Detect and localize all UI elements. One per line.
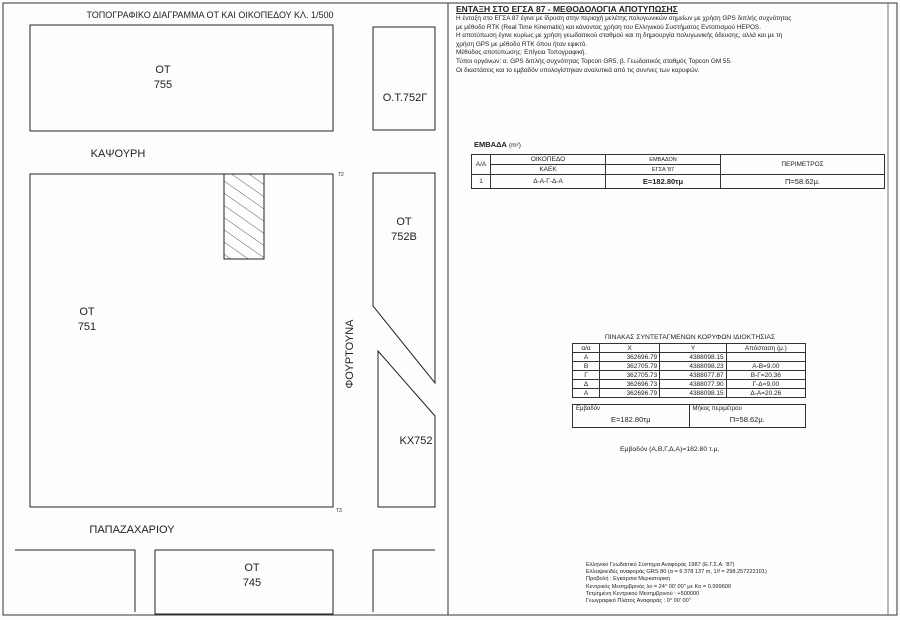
area-table-label [474,140,521,149]
summary-area-value: Ε=182.80τμ [610,415,651,424]
coord-dist [726,353,805,362]
summary-area-cell [573,405,690,428]
coord-vertex: Γ [573,371,600,380]
coord-vertex: Α [573,353,600,362]
area-row-area: Ε=182.80τμ [606,175,721,189]
block-745-label: ΟΤ [244,562,260,574]
methodology-line: χρήση GPS με μέθοδο RTK όπου ήταν εφικτό. [456,40,588,48]
ref-line: Γεωγραφικό Πλάτος Αναφοράς : 0° 00' 00" [586,598,691,605]
block-751-label: ΟΤ [79,306,95,318]
coords-header-dist: Απόσταση (μ.) [726,344,805,353]
coord-y: 4388077.90 [660,380,726,389]
street-kapsouri: ΚΑΨΟΥΡΗ [90,148,146,160]
coords-table-title: ΠΙΝΑΚΑΣ ΣΥΝΤΕΤΑΓΜΕΝΩΝ ΚΟΡΥΦΩΝ ΙΔΙΟΚΤΗΣΙΑΣ [604,334,776,341]
block-752v-number: 752Β [391,231,417,243]
table-row [573,389,806,398]
marker-t2: Τ2 [338,172,344,178]
coord-dist: Α-Β=9.00 [726,362,805,371]
table-row [472,175,885,189]
methodology-line: Οι διαστάσεις και το εμβαδόν υπολογίστηκαν αναλυτικά από τις συν/νες των κορυφών. [456,66,700,74]
area-table [471,154,885,189]
block-southeast [373,550,435,612]
methodology-line: Η αποτύπωση έγινε κυρίως με χρήση γεωδαιτικού σταθμού και τη δημιουργία πολυγωνικής όδευσης, αλλά και με τη [456,32,783,40]
coord-y: 4388098.23 [660,362,726,371]
area-row-perimeter: Π=58.62μ. [721,175,885,189]
summary-perimeter-cell [689,405,806,428]
area-header-perimeter: ΠΕΡΙΜΕΤΡΟΣ [721,155,885,175]
coord-y: 4388077.87 [660,371,726,380]
plot-hatched-area [224,174,264,259]
summary-perimeter-value: Π=58.62μ. [729,415,765,424]
ref-line: Κεντρικός Μεσημβρινός λο = 24° 00' 00" με Κο = 0.999600 [586,583,732,590]
area-header-plot: ΟΙΚΟΠΕΔΟ [491,155,606,165]
methodology-body [456,15,886,75]
block-755-label: ΟΤ [155,64,171,76]
coords-header-y: Y [660,344,726,353]
area-row-aa: 1 [472,175,491,189]
methodology-line: Τύποι οργάνων: α. GPS διπλής συχνότητας Topcon GR5, β. Γεωδαιτικός σταθμός Topcon GM 55. [456,57,732,65]
block-745-number: 745 [242,577,262,589]
methodology-line: Μέθοδος αποτύπωσης: Επίγεια Τοπογραφική. [456,49,587,57]
ref-line: Ελλειψοειδές αναφοράς GRS 80 (α = 6 378 137 m, 1/f = 298.257222101) [586,569,767,576]
ref-line: Προβολή : Εγκάρσια Μερκατορική [586,576,671,583]
coord-x: 362696.79 [600,389,660,398]
methodology-title: ΕΝΤΑΞΗ ΣΤΟ ΕΓΣΑ 87 - ΜΕΘΟΔΟΛΟΓΙΑ ΑΠΟΤΥΠΩΣΗΣ [456,4,678,14]
coord-x: 362696.73 [600,380,660,389]
block-751 [30,174,333,507]
marker-t3: Τ3 [336,508,342,514]
block-752v [373,173,435,383]
ref-line: Ελληνικό Γεωδαιτικό Σύστημα Αναφοράς 1987 (Ε.Γ.Σ.Α. '87) [586,562,735,568]
coord-x: 362696.79 [600,353,660,362]
summary-perimeter-label: Μήκος περιμέτρου [692,406,742,412]
coord-vertex: Δ [573,380,600,389]
table-row [573,353,806,362]
coords-header-aa: α/α [573,344,600,353]
area-row-plot: Δ-Α-Γ-Δ-Α [491,175,606,189]
table-row [573,362,806,371]
coords-table [572,343,806,398]
area-header-kaek: ΚΑΕΚ [491,165,606,175]
map-title: ΤΟΠΟΓΡΑΦΙΚΟ ΔΙΑΓΡΑΜΜΑ ΟΤ ΚΑΙ ΟΙΚΟΠΕΔΟΥ ΚΛ. 1/500 [86,10,334,20]
summary-area-label: Εμβαδόν [576,406,601,412]
street-fourtouna: ΦΟΥΡΤΟΥΝΑ [344,319,356,389]
area-table-unit: (m²) [508,142,521,149]
coord-dist: Β-Γ=20.36 [726,371,805,380]
coords-header-x: X [600,344,660,353]
block-kx752-label: ΚΧ752 [399,435,433,447]
area-header-aa: Α/Α [472,155,491,175]
coord-vertex: Α [573,389,600,398]
block-755-number: 755 [153,79,173,91]
block-752v-label: ΟΤ [396,216,412,228]
coord-dist: Γ-Δ=9.00 [726,380,805,389]
area-header-egsa: ΕΓΣΑ '87 [606,165,721,175]
table-row [573,371,806,380]
methodology-line: με μέθοδο RTK (Real Time Kinematic) και κάνοντας χρήση του Ελληνικού Συστήματος Εντοπισμού HEPOS. [456,23,761,31]
block-751-number: 751 [77,321,97,333]
total-area: Εμβαδόν (Α,Β,Γ,Δ,Α)=182.80 τ.μ. [620,446,720,453]
coords-summary [572,404,806,428]
block-755 [30,25,333,131]
block-southwest [15,550,135,612]
street-papazachariou: ΠΑΠΑΖΑΧΑΡΙΟΥ [89,524,175,536]
coord-y: 4388098.15 [660,389,726,398]
reference-system [586,562,767,605]
coord-x: 362705.79 [600,362,660,371]
block-kx752 [378,351,435,507]
table-row [573,380,806,389]
coord-dist: Δ-Α=20.26 [726,389,805,398]
area-table-title: ΕΜΒΑΔΑ [474,140,507,149]
area-header-area: ΕΜΒΑΔΟΝ [606,155,721,165]
coord-y: 4388098.15 [660,353,726,362]
coord-x: 362705.73 [600,371,660,380]
coord-vertex: Β [573,362,600,371]
ref-line: Τετμημένη Κεντρικού Μεσημβρινού : +500000 [586,590,700,597]
methodology-line: Η ένταξη στο ΕΓΣΑ 87 έγινε με ίδρυση στην περιοχή μελέτης πολυγωνικών σημείων με χρήση GPS διπλής συχνότητας [456,15,792,22]
block-752g-label: Ο.Τ.752Γ [382,92,428,104]
block-752g [373,27,435,130]
